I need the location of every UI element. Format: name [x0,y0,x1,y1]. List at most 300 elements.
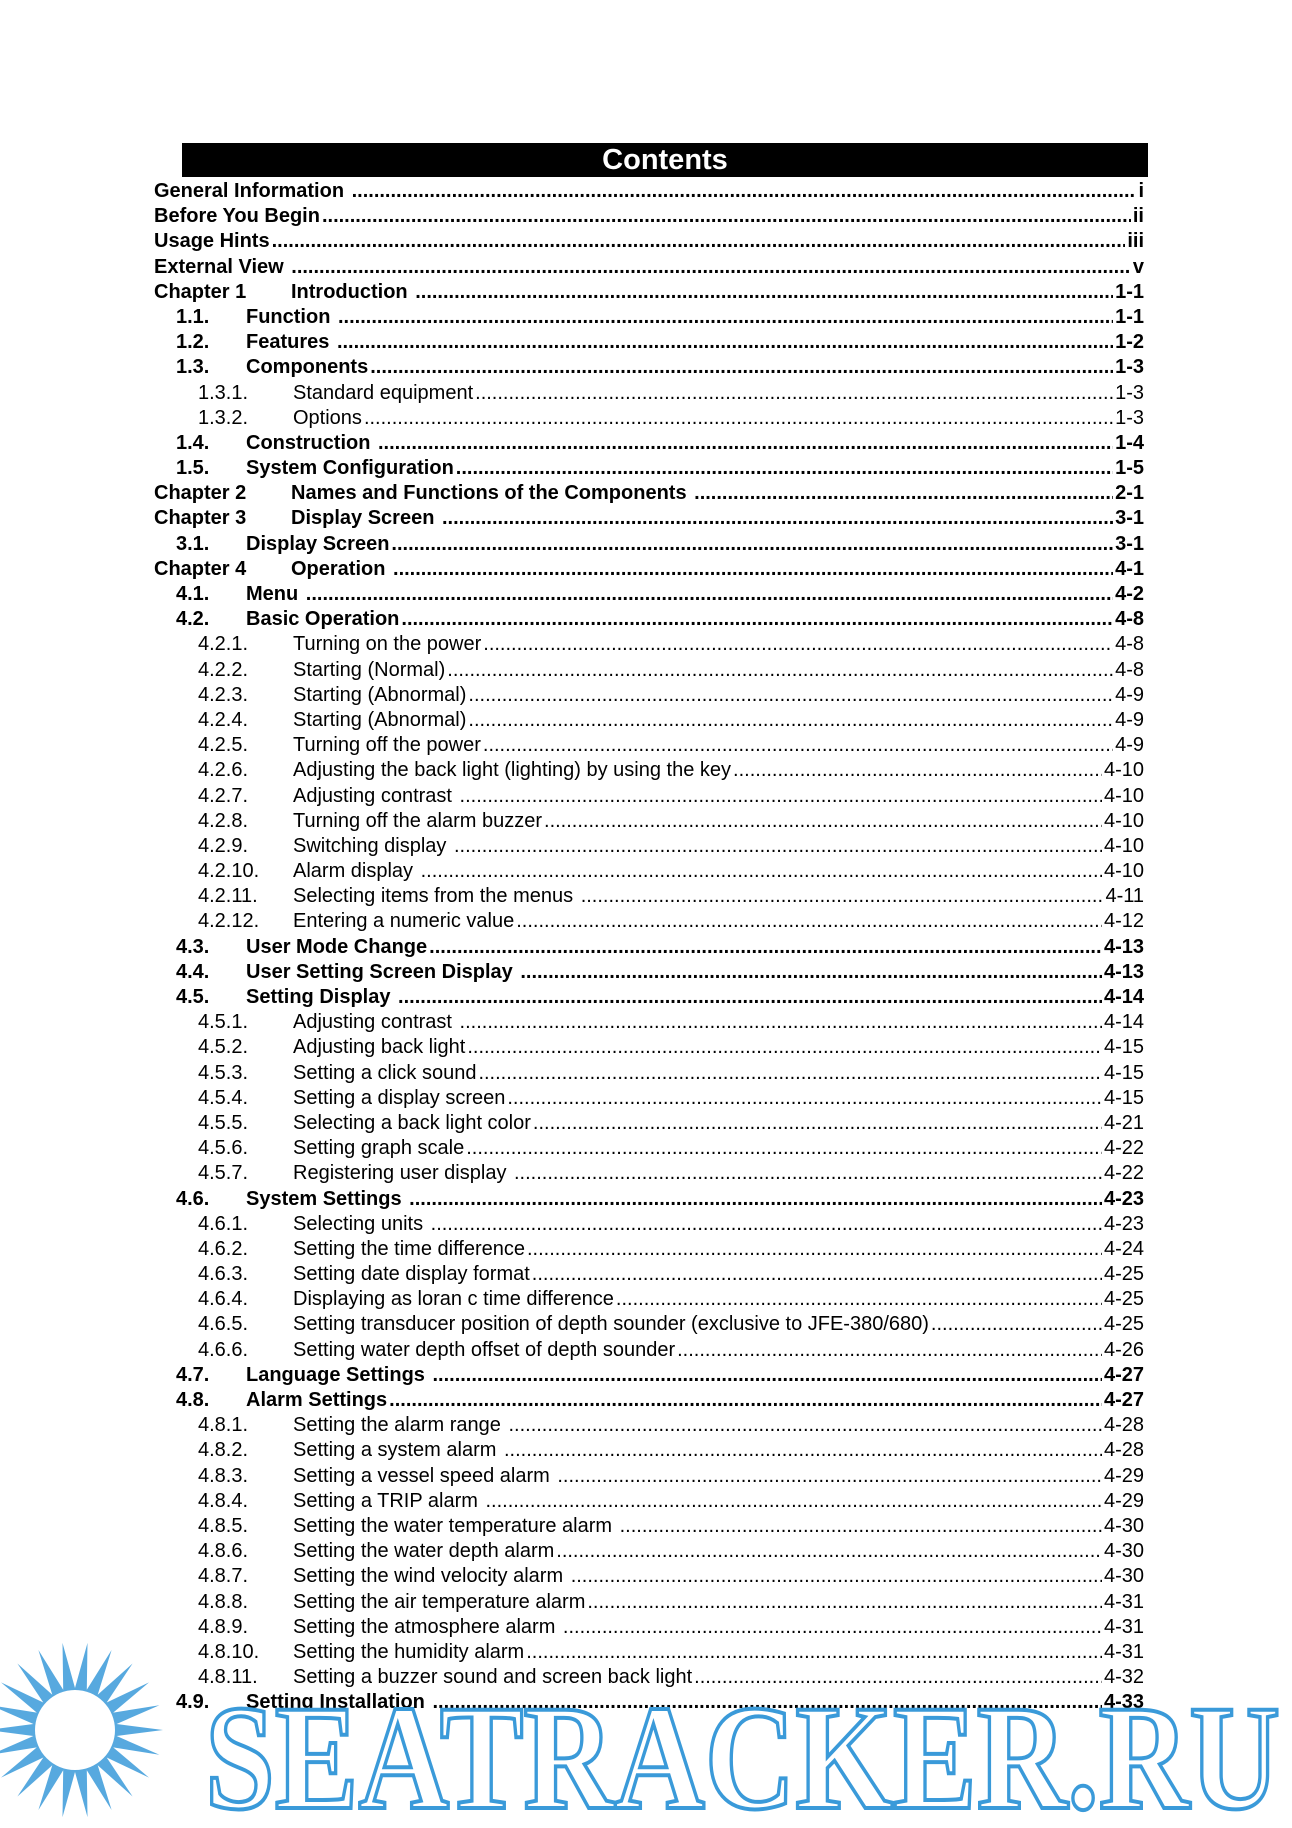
toc-leader-dots [409,1187,1102,1212]
toc-entry-page: 4-15 [1103,1036,1144,1059]
toc-entry-number: 4.8.11. [198,1666,258,1689]
toc-entry-label: Adjusting contrast [293,1011,458,1034]
toc-entry[interactable] [154,1338,1144,1363]
toc-entry-number: 4.2.9. [198,834,249,857]
toc-entry-label: Setting a system alarm [293,1439,502,1462]
toc-entry[interactable] [154,632,1144,657]
toc-entry[interactable] [154,1287,1144,1312]
toc-leader-dots [442,506,1113,531]
toc-entry[interactable] [154,1136,1144,1161]
toc-entry-page: 3-1 [1115,532,1144,555]
toc-entry-number: Chapter 1 [154,280,247,303]
toc-leader-dots [454,834,1102,859]
toc-entry[interactable] [154,607,1144,632]
toc-entry[interactable] [154,1010,1144,1035]
toc-entry-number: 4.2.12. [198,910,260,933]
toc-entry-label: Names and Functions of the Components [291,482,693,505]
toc-entry[interactable] [154,204,1144,229]
toc-leader-dots [272,229,1126,254]
toc-entry[interactable] [154,1111,1144,1136]
toc-entry-label: Introduction [291,280,414,303]
toc-entry[interactable] [154,758,1144,783]
toc-entry[interactable] [154,280,1144,305]
toc-entry-label: Starting (Abnormal) [293,708,467,731]
toc-leader-dots [557,1464,1102,1489]
toc-entry-number: 4.5. [176,986,210,1008]
toc-entry-number: 4.2. [176,608,210,631]
toc-entry-page: 4-15 [1103,1086,1144,1109]
toc-entry-page: 4-25 [1103,1313,1144,1336]
toc-entry-label: Usage Hints [154,230,270,253]
toc-leader-dots [533,1111,1102,1136]
toc-entry-number: 4.6.3. [198,1263,249,1286]
toc-entry-label: Setting a buzzer sound and screen back light [293,1666,693,1689]
toc-entry[interactable] [154,1086,1144,1111]
toc-leader-dots [393,557,1113,582]
toc-leader-dots [616,1287,1102,1312]
toc-entry-page: 4-8 [1115,658,1144,681]
toc-entry-page: 1-5 [1115,457,1144,480]
toc-entry[interactable] [154,431,1144,456]
toc-leader-dots [468,708,1113,733]
toc-leader-dots [391,532,1113,557]
toc-entry-label: Display Screen [291,507,440,530]
watermark-text: SEATRACKER.RU [205,1675,1280,1828]
table-of-contents [154,179,1144,1715]
toc-entry[interactable] [154,1590,1144,1615]
toc-entry-number: 4.2.3. [198,683,249,706]
toc-entry-number: Chapter 4 [154,557,247,580]
toc-entry-page: 4-33 [1103,1691,1144,1714]
toc-entry-number: 4.8.3. [198,1464,249,1487]
toc-entry-number: 4.5.2. [198,1036,249,1059]
toc-entry-page: 4-8 [1115,633,1144,656]
toc-entry-page: 1-1 [1115,305,1144,328]
toc-entry[interactable] [154,809,1144,834]
toc-entry[interactable] [154,884,1144,909]
toc-entry-page: 4-8 [1115,608,1144,631]
toc-entry-number: 4.6.4. [198,1288,249,1311]
toc-entry[interactable] [154,1514,1144,1539]
toc-entry-label: Before You Begin [154,205,320,228]
toc-leader-dots [291,255,1131,280]
toc-entry-page: 2-1 [1115,482,1144,505]
toc-entry-label: Setting Display [246,986,397,1008]
toc-entry-label: Setting the time difference [293,1237,525,1260]
toc-entry-label: Setting date display format [293,1263,530,1286]
toc-entry-label: Setting Installation [246,1691,431,1714]
toc-entry-number: 4.8.4. [198,1489,249,1512]
toc-entry-page: 4-29 [1103,1464,1144,1487]
toc-entry[interactable] [154,1438,1144,1463]
toc-entry-number: 1.1. [176,305,210,328]
toc-entry-label: Adjusting the back light (lighting) by using the key [293,759,732,782]
toc-entry[interactable] [154,1388,1144,1413]
toc-entry-number: 4.2.8. [198,809,249,832]
toc-entry-page: 4-27 [1103,1389,1144,1411]
toc-entry-label: Displaying as loran c time difference [293,1288,614,1311]
toc-entry-label: System Settings [246,1187,408,1210]
toc-entry-label: Setting the water depth alarm [293,1540,555,1563]
toc-entry-label: Registering user display [293,1162,512,1185]
toc-leader-dots [483,632,1113,657]
toc-entry-number: 4.9. [176,1691,210,1714]
toc-entry[interactable] [154,909,1144,934]
toc-leader-dots [389,1388,1102,1413]
toc-entry-page: 4-1 [1115,557,1144,580]
toc-entry-number: 4.5.1. [198,1011,249,1034]
toc-entry-label: Alarm display [293,860,419,883]
toc-entry[interactable] [154,1413,1144,1438]
toc-entry-page: 4-9 [1115,734,1144,757]
toc-entry[interactable] [154,1212,1144,1237]
toc-entry-page: 4-31 [1103,1615,1144,1638]
toc-entry-number: 4.1. [176,583,210,605]
toc-entry-number: 4.2.5. [198,734,249,757]
toc-leader-dots [475,381,1113,406]
toc-entry-number: 4.8.1. [198,1414,249,1437]
toc-leader-dots [401,607,1113,632]
toc-leader-dots [563,1615,1102,1640]
toc-entry-page: 4-30 [1103,1540,1144,1563]
toc-entry-label: Setting graph scale [293,1137,465,1160]
toc-entry[interactable] [154,305,1144,330]
toc-entry-label: Turning on the power [293,633,482,656]
toc-entry-label: Features [246,331,335,354]
toc-entry[interactable] [154,532,1144,557]
toc-entry[interactable] [154,1464,1144,1489]
toc-entry-label: Display Screen [246,532,390,555]
toc-leader-dots [694,481,1113,506]
toc-entry-page: 4-15 [1103,1061,1144,1084]
toc-entry-label: Components [246,356,369,379]
toc-entry[interactable] [154,1539,1144,1564]
toc-leader-dots [338,305,1113,330]
toc-leader-dots [415,280,1113,305]
toc-entry-number: 4.4. [176,960,210,983]
page-title: Contents [182,143,1148,177]
toc-entry[interactable] [154,1061,1144,1086]
toc-entry[interactable] [154,456,1144,481]
toc-entry-number: 4.6.5. [198,1313,249,1336]
toc-leader-dots [447,658,1113,683]
toc-entry-label: Entering a numeric value [293,910,515,933]
toc-entry-page: v [1132,255,1144,278]
toc-entry-page: 4-30 [1103,1565,1144,1588]
toc-entry-number: 4.2.10. [198,860,260,883]
toc-leader-dots [556,1539,1102,1564]
toc-entry-number: 4.8.7. [198,1565,249,1588]
toc-entry-page: 4-23 [1103,1187,1144,1210]
toc-entry-page: 1-3 [1115,381,1144,404]
toc-entry-label: Setting the alarm range [293,1414,507,1437]
toc-entry-label: Setting the wind velocity alarm [293,1565,569,1588]
toc-leader-dots [587,1590,1102,1615]
toc-entry-number: 4.8.6. [198,1540,249,1563]
toc-entry-page: 4-23 [1103,1212,1144,1235]
toc-entry-number: 4.5.3. [198,1061,249,1084]
toc-leader-dots [429,935,1102,960]
toc-entry-label: Setting a vessel speed alarm [293,1464,556,1487]
toc-entry-label: User Setting Screen Display [246,960,519,983]
toc-entry-page: 4-10 [1103,809,1144,832]
toc-entry[interactable] [154,1161,1144,1186]
toc-leader-dots [508,1413,1102,1438]
toc-entry-label: Alarm Settings [246,1389,388,1411]
toc-entry-number: Chapter 2 [154,482,247,505]
toc-entry-page: 4-28 [1103,1414,1144,1437]
toc-entry-page: 4-22 [1103,1162,1144,1185]
toc-entry-number: 4.2.4. [198,708,249,731]
toc-entry[interactable] [154,406,1144,431]
toc-leader-dots [485,1489,1102,1514]
toc-entry[interactable] [154,557,1144,582]
toc-entry-page: 3-1 [1115,507,1144,530]
toc-entry-label: Setting the humidity alarm [293,1640,525,1663]
toc-leader-dots [398,985,1102,1010]
toc-entry-number: 1.3.2. [198,406,249,429]
toc-entry-label: General Information [154,180,350,202]
toc-entry[interactable] [154,1312,1144,1337]
toc-entry-label: Selecting a back light color [293,1111,531,1134]
toc-entry-label: Setting transducer position of depth sounder (exclusive to JFE-380/680) [293,1313,929,1336]
toc-entry[interactable] [154,330,1144,355]
toc-entry-number: 4.3. [176,935,210,958]
toc-entry-page: 4-24 [1103,1237,1144,1260]
toc-entry-label: Setting a TRIP alarm [293,1489,484,1512]
toc-entry-label: Menu [246,583,304,605]
toc-entry-label: Construction [246,431,376,454]
toc-entry[interactable] [154,355,1144,380]
toc-entry-number: 1.3.1. [198,381,249,404]
toc-leader-dots [544,809,1102,834]
toc-entry-number: 4.7. [176,1363,210,1386]
toc-entry[interactable] [154,683,1144,708]
toc-entry-number: 4.5.4. [198,1086,249,1109]
toc-leader-dots [516,909,1102,934]
toc-entry-label: Function [246,305,336,328]
toc-entry[interactable] [154,1363,1144,1388]
toc-entry-number: 4.6.6. [198,1338,249,1361]
toc-entry-label: Switching display [293,834,452,857]
toc-entry-number: 4.2.11. [198,885,258,908]
toc-leader-dots [352,179,1137,204]
toc-leader-dots [478,1061,1102,1086]
toc-entry-number: 4.8.2. [198,1439,249,1462]
toc-entry-label: Language Settings [246,1363,431,1386]
toc-entry-page: ii [1132,205,1144,228]
toc-entry[interactable] [154,179,1144,204]
toc-leader-dots [322,204,1131,229]
toc-entry[interactable] [154,1615,1144,1640]
toc-entry-page: 1-3 [1115,356,1144,379]
toc-entry[interactable] [154,381,1144,406]
toc-entry-page: 4-9 [1115,708,1144,731]
toc-entry-page: i [1138,180,1144,202]
toc-entry[interactable] [154,1035,1144,1060]
toc-entry-label: Starting (Abnormal) [293,683,467,706]
toc-entry-label: Setting the atmosphere alarm [293,1615,561,1638]
toc-entry-label: Setting the air temperature alarm [293,1590,586,1613]
toc-entry[interactable] [154,229,1144,254]
toc-leader-dots [468,683,1113,708]
toc-entry[interactable] [154,985,1144,1010]
toc-entry-number: 4.8.8. [198,1590,249,1613]
toc-entry-page: 4-10 [1103,834,1144,857]
toc-entry[interactable] [154,1237,1144,1262]
toc-entry-label: Selecting units [293,1212,429,1235]
toc-entry-number: 1.4. [176,431,210,454]
toc-entry-page: 1-1 [1115,280,1144,303]
toc-entry-number: 1.3. [176,356,210,379]
toc-entry[interactable] [154,859,1144,884]
toc-entry-label: Operation [291,557,392,580]
toc-leader-dots [467,1035,1102,1060]
toc-entry-number: 4.8.9. [198,1615,249,1638]
toc-leader-dots [507,1086,1102,1111]
toc-entry-label: Selecting items from the menus [293,885,579,908]
watermark [0,1640,1292,1828]
toc-leader-dots [460,784,1102,809]
toc-entry-label: Adjusting contrast [293,784,458,807]
toc-entry-number: 4.5.6. [198,1137,249,1160]
toc-leader-dots [483,733,1113,758]
toc-leader-dots [733,758,1102,783]
toc-leader-dots [514,1161,1102,1186]
toc-leader-dots [432,1363,1102,1388]
toc-entry-number: 4.5.5. [198,1111,249,1134]
toc-leader-dots [571,1564,1102,1589]
toc-entry-page: 4-26 [1103,1338,1144,1361]
toc-leader-dots [466,1136,1102,1161]
toc-entry-page: 4-2 [1115,583,1144,605]
toc-entry[interactable] [154,708,1144,733]
toc-entry-page: 4-31 [1103,1590,1144,1613]
toc-entry-number: 4.2.6. [198,759,249,782]
toc-entry-page: iii [1127,230,1144,253]
toc-entry-number: Chapter 3 [154,507,247,530]
toc-entry[interactable] [154,935,1144,960]
toc-entry-page: 4-13 [1103,960,1144,983]
toc-entry-page: 4-27 [1103,1363,1144,1386]
toc-leader-dots [460,1010,1102,1035]
toc-entry-page: 4-29 [1103,1489,1144,1512]
toc-leader-dots [378,431,1113,456]
toc-leader-dots [620,1514,1102,1539]
toc-entry-label: Turning off the alarm buzzer [293,809,543,832]
toc-entry[interactable] [154,1564,1144,1589]
toc-entry[interactable] [154,784,1144,809]
toc-entry-label: User Mode Change [246,935,428,958]
toc-entry-number: 4.6.2. [198,1237,249,1260]
toc-entry-label: Starting (Normal) [293,658,446,681]
toc-leader-dots [337,330,1113,355]
toc-entry-page: 4-31 [1103,1640,1144,1663]
toc-leader-dots [931,1312,1102,1337]
toc-entry-number: 3.1. [176,532,210,555]
toc-entry-number: 4.2.7. [198,784,249,807]
toc-entry-page: 4-22 [1103,1137,1144,1160]
toc-entry-label: Setting a display screen [293,1086,506,1109]
toc-entry-number: 4.6.1. [198,1212,249,1235]
toc-entry-number: 4.2.1. [198,633,249,656]
toc-entry[interactable] [154,255,1144,280]
toc-entry-label: External View [154,255,290,278]
toc-leader-dots [306,582,1113,607]
toc-entry-page: 4-28 [1103,1439,1144,1462]
toc-entry-page: 4-21 [1103,1111,1144,1134]
toc-entry[interactable] [154,1187,1144,1212]
toc-leader-dots [431,1212,1102,1237]
toc-entry-label: Setting water depth offset of depth sounder [293,1338,676,1361]
toc-entry-label: Setting the water temperature alarm [293,1514,618,1537]
toc-entry[interactable] [154,481,1144,506]
toc-leader-dots [527,1237,1102,1262]
toc-entry[interactable] [154,506,1144,531]
toc-leader-dots [364,406,1113,431]
toc-entry-page: 4-10 [1103,860,1144,883]
toc-entry-page: 4-25 [1103,1288,1144,1311]
toc-entry[interactable] [154,1489,1144,1514]
toc-entry-label: Turning off the power [293,734,481,757]
toc-entry-page: 4-10 [1103,759,1144,782]
toc-leader-dots [520,960,1102,985]
toc-entry-page: 1-2 [1115,331,1144,354]
toc-entry-label: Standard equipment [293,381,474,404]
toc-entry[interactable] [154,582,1144,607]
toc-entry-label: Options [293,406,362,429]
toc-entry-label: Setting a click sound [293,1061,477,1084]
toc-entry[interactable] [154,658,1144,683]
toc-entry-number: 4.2.2. [198,658,249,681]
toc-leader-dots [532,1262,1102,1287]
toc-entry-label: Adjusting back light [293,1036,466,1059]
toc-entry-number: 4.8.5. [198,1514,249,1537]
toc-entry-page: 1-4 [1115,431,1144,454]
toc-entry[interactable] [154,960,1144,985]
toc-leader-dots [581,884,1104,909]
toc-leader-dots [370,355,1113,380]
toc-entry-page: 4-14 [1103,1011,1144,1034]
toc-entry-page: 4-12 [1103,910,1144,933]
toc-entry-number: 4.8.10. [198,1640,260,1663]
toc-leader-dots [677,1338,1102,1363]
toc-entry-number: 1.2. [176,331,210,354]
toc-entry-number: 4.8. [176,1389,210,1411]
toc-entry[interactable] [154,834,1144,859]
toc-entry-page: 4-25 [1103,1263,1144,1286]
toc-entry-page: 1-3 [1115,406,1144,429]
toc-entry-number: 4.5.7. [198,1162,249,1185]
toc-entry-label: System Configuration [246,457,454,480]
toc-leader-dots [421,859,1102,884]
toc-entry-page: 4-14 [1103,986,1144,1008]
toc-entry-page: 4-11 [1105,885,1144,908]
toc-leader-dots [456,456,1113,481]
toc-entry[interactable] [154,733,1144,758]
toc-entry-number: 1.5. [176,457,210,480]
toc-entry-page: 4-10 [1103,784,1144,807]
toc-entry-page: 4-32 [1103,1666,1144,1689]
toc-leader-dots [504,1438,1102,1463]
toc-entry-label: Basic Operation [246,608,400,631]
toc-entry-page: 4-30 [1103,1514,1144,1537]
toc-entry-number: 4.6. [176,1187,210,1210]
sun-icon [0,1643,163,1817]
toc-entry[interactable] [154,1262,1144,1287]
toc-entry-page: 4-13 [1103,935,1144,958]
toc-entry-page: 4-9 [1115,683,1144,706]
